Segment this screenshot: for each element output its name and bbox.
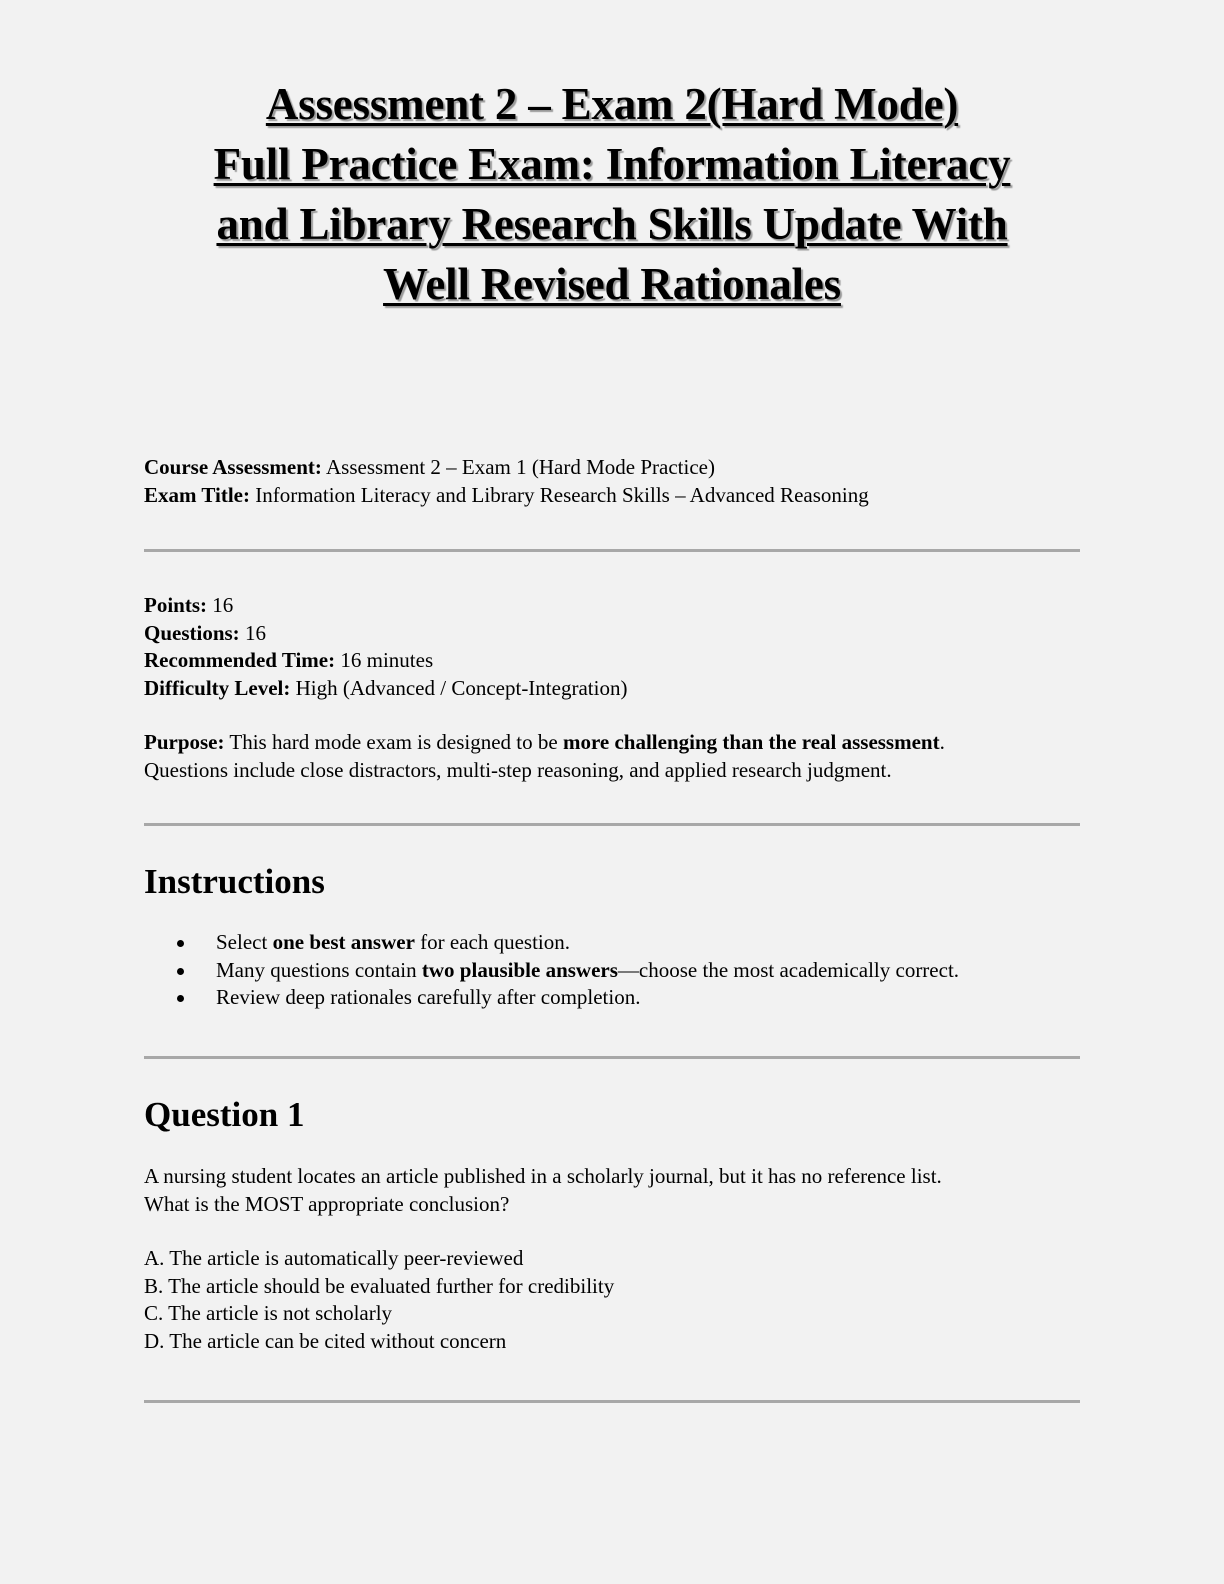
points-row — [144, 592, 627, 620]
bullet-icon — [177, 968, 184, 975]
question-stem — [144, 1163, 1080, 1218]
purpose-label: Purpose: — [144, 730, 225, 754]
purpose-period: . — [939, 730, 945, 754]
instruction-text: for each question. — [414, 930, 571, 954]
exam-title-label: Exam Title: — [144, 482, 250, 507]
divider — [144, 823, 1080, 826]
list-item — [144, 984, 959, 1012]
difficulty-value: High (Advanced / Concept-Integration) — [290, 675, 628, 700]
course-assessment-label: Course Assessment: — [144, 455, 322, 479]
course-assessment-value: Assessment 2 – Exam 1 (Hard Mode Practice) — [321, 455, 715, 479]
instruction-text: Many questions contain — [216, 957, 422, 982]
purpose-line-2: Questions include close distractors, multi-step reasoning, and applied research judgment. — [144, 757, 892, 782]
title-line: Well Revised Rationales — [383, 259, 841, 309]
time-row — [144, 647, 627, 675]
purpose-text: This hard mode exam is designed to be — [224, 730, 563, 754]
points-value: 16 — [207, 593, 234, 617]
title-line: and Library Research Skills Update With — [216, 199, 1008, 249]
time-value: 16 minutes — [335, 648, 434, 672]
document-title — [144, 74, 1080, 314]
questions-label: Questions: — [144, 620, 240, 645]
exam-title-value: Information Literacy and Library Research Skills – Advanced Reasoning — [249, 482, 869, 507]
title-line: Assessment 2 – Exam 2(Hard Mode) — [265, 79, 959, 129]
answer-option-c: C. The article is not scholarly — [144, 1301, 393, 1325]
answer-option-b: B. The article should be evaluated further for credibility — [144, 1273, 615, 1298]
difficulty-row — [144, 675, 627, 703]
instruction-emphasis: one best answer — [272, 930, 415, 954]
time-label: Recommended Time: — [144, 648, 336, 672]
questions-value: 16 — [239, 620, 266, 645]
list-item — [144, 929, 959, 957]
divider — [144, 1400, 1080, 1403]
instruction-text: Review deep rationales carefully after completion. — [216, 985, 641, 1009]
points-label: Points: — [144, 593, 207, 617]
instruction-text: —choose the most academically correct. — [617, 957, 960, 982]
instruction-emphasis: two plausible answers — [421, 957, 618, 982]
question-stem-line: A nursing student locates an article published in a scholarly journal, but it has no reference list. — [144, 1164, 942, 1188]
question-heading: Question 1 — [144, 1095, 305, 1134]
instruction-text: Select — [216, 930, 273, 954]
answer-options — [144, 1245, 614, 1355]
divider — [144, 549, 1080, 552]
course-meta — [144, 454, 869, 509]
list-item — [144, 957, 959, 985]
difficulty-label: Difficulty Level: — [144, 675, 291, 700]
bullet-icon — [177, 995, 184, 1002]
answer-option-d: D. The article can be cited without concern — [144, 1328, 507, 1353]
instructions-heading: Instructions — [144, 862, 325, 901]
purpose-line — [144, 729, 1080, 757]
exam-stats — [144, 592, 627, 702]
answer-option-a: A. The article is automatically peer-reviewed — [144, 1246, 524, 1270]
divider — [144, 1056, 1080, 1059]
title-line: Full Practice Exam: Information Literacy — [213, 139, 1011, 189]
course-assessment-row — [144, 454, 869, 482]
questions-row — [144, 620, 627, 648]
instructions-list — [144, 929, 959, 1012]
question-stem-line: What is the MOST appropriate conclusion? — [144, 1191, 510, 1216]
purpose-paragraph — [144, 729, 1080, 784]
bullet-icon — [177, 940, 184, 947]
purpose-emphasis: more challenging than the real assessment — [562, 730, 940, 754]
exam-title-row — [144, 482, 869, 510]
